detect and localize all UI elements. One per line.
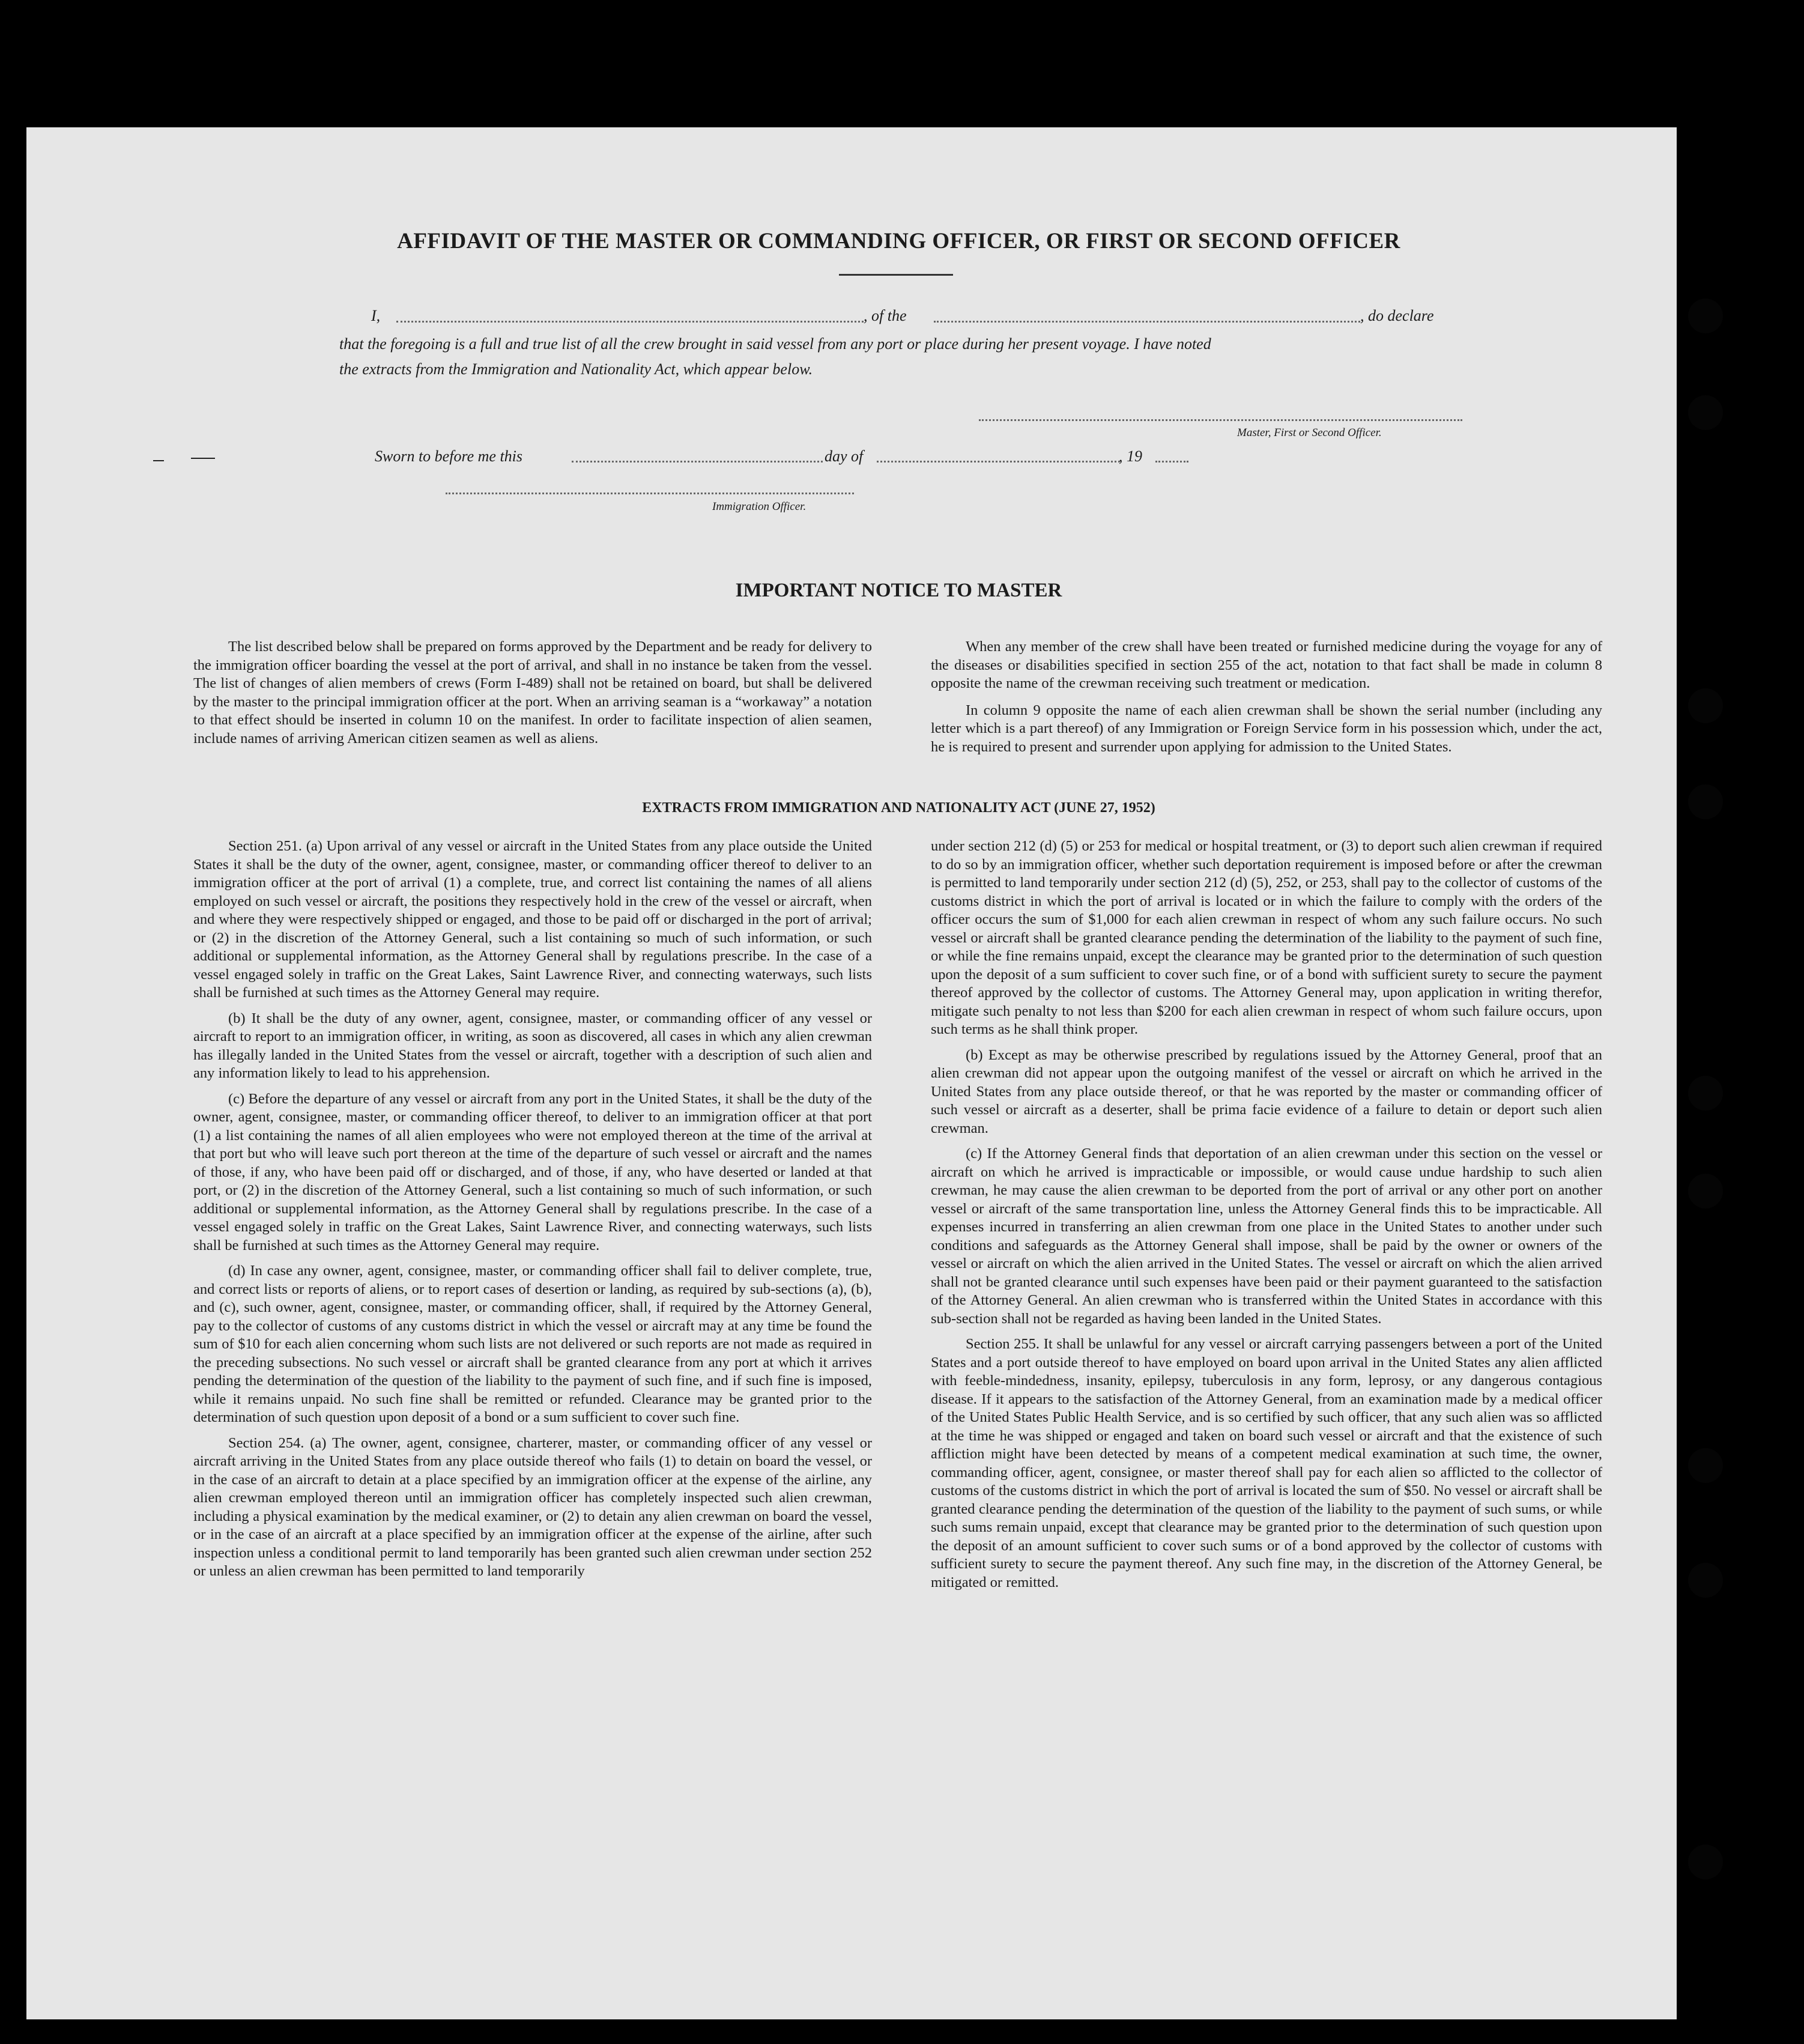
notice-right-column	[931, 638, 1602, 756]
master-signature-line[interactable]	[979, 419, 1462, 421]
extracts-left-column	[193, 837, 872, 1581]
vessel-field[interactable]	[934, 321, 1360, 323]
affidavit-title: AFFIDAVIT OF THE MASTER OR COMMANDING OFFICER, OR FIRST OR SECOND OFFICER	[397, 229, 1400, 253]
notice-title: IMPORTANT NOTICE TO MASTER	[735, 580, 1062, 601]
extract-paragraph: Section 254. (a) The owner, agent, consignee, charterer, master, or commanding officer of any vessel or aircraft arriving in the United States from any place outside thereof who fails (1) to detain on board the vessel, or in the case of an aircraft to detain at a place specified by an immigration officer at the expense of the airline, any alien crewman employed thereon until an immigration officer has completely inspected such alien crewman, including a physical examination by the medical examiner, or (2) to detain any alien crewman on board the vessel, or in the case of an aircraft at a place specified by an immigration officer at the expense of the airline, after such inspection unless a conditional permit to land temporarily has been granted such alien crewman under section 252 or unless an alien crewman has been permitted to land temporarily	[193, 1434, 872, 1579]
notice-paragraph: In column 9 opposite the name of each alien crewman shall be shown the serial number (including any letter which is a part thereof) of any Immigration or Foreign Service form in his possession which, under the act, he is required to present and surrender upon applying for admission to the United States.	[931, 702, 1602, 755]
sworn-year-field[interactable]	[1155, 461, 1188, 462]
punch-hole	[1688, 688, 1723, 723]
punch-hole	[1688, 1076, 1723, 1111]
name-field[interactable]	[396, 321, 864, 323]
title-rule	[839, 274, 953, 276]
notice-paragraph: When any member of the crew shall have been treated or furnished medicine during the voyage for any of the diseases or disabilities specified in section 255 of the act, notation to that fact shall be made in column 8 opposite the name of the crewman receiving such treatment or medication.	[931, 638, 1602, 691]
day-of-label: day of	[825, 447, 864, 465]
notice-paragraph: The list described below shall be prepared on forms approved by the Department and be ready for delivery to the immigration officer boarding the vessel at the port of arrival, and shall in no instance be taken from the vessel. The list of changes of alien members of crews (Form I-489) shall not be retained on board, but shall be delivered by the master to the principal immigration officer at the port. When an arriving seaman is a “workaway” a notation to that effect should be inserted in column 10 on the manifest. In order to facilitate inspection of alien seamen, include names of arriving American citizen seamen as well as aliens.	[193, 638, 872, 747]
extract-paragraph: (b) It shall be the duty of any owner, agent, consignee, master, or commanding officer of any vessel or aircraft to report to an immigration officer, in writing, as soon as discovered, all cases in which any alien crewman has illegally landed in the United States from the vessel or aircraft, together with a description of such alien and any information likely to lead to his apprehension.	[193, 1010, 872, 1081]
declare-suffix: , do declare	[1360, 307, 1434, 324]
punch-hole	[1688, 784, 1723, 819]
sworn-month-field[interactable]	[877, 461, 1120, 462]
punch-hole	[1688, 299, 1723, 333]
extract-paragraph: (c) If the Attorney General finds that deportation of an alien crewman under this section on the vessel or aircraft on which he arrived is impracticable or impossible, or would cause undue hardship to such alien crewman, he may cause the alien crewman to be deported from the port of arrival or any other port on another vessel or aircraft of the same transportation line, unless the Attorney General finds this to be impracticable. All expenses incurred in transferring an alien crewman from one place in the United States to another under such conditions and safeguards as the Attorney General shall impose, shall be paid by the owner or owners of the vessel or aircraft on which the alien arrived in the United States. The vessel or aircraft on which the alien arrived shall not be granted clearance until such expenses have been paid or their payment guaranteed to the satisfaction of the Attorney General. An alien crewman who is transferred within the United States in accordance with this sub-section shall not be regarded as having been landed in the United States.	[931, 1145, 1602, 1327]
extracts-right-column	[931, 837, 1602, 1592]
punch-hole	[1688, 1563, 1723, 1598]
extracts-title: EXTRACTS FROM IMMIGRATION AND NATIONALITY ACT (JUNE 27, 1952)	[642, 800, 1155, 816]
officer-signature-line[interactable]	[446, 493, 854, 494]
punch-hole	[1688, 1448, 1723, 1483]
statement-line-1: that the foregoing is a full and true list of all the crew brought in said vessel from any port or place during her present voyage. I have noted	[339, 335, 1211, 353]
officer-caption: Immigration Officer.	[712, 500, 807, 513]
declare-of-the: , of the	[864, 307, 907, 324]
punch-hole	[1688, 395, 1723, 430]
master-caption: Master, First or Second Officer.	[1237, 426, 1382, 439]
statement-line-2: the extracts from the Immigration and Nationality Act, which appear below.	[339, 360, 813, 378]
notice-left-column	[193, 638, 872, 748]
extract-paragraph: (d) In case any owner, agent, consignee, master, or commanding officer shall fail to deliver complete, true, and correct lists or reports of aliens, or to report cases of desertion or landing, as required by sub-sections (a), (b), and (c), such owner, agent, consignee, master, or commanding officer, shall, if required by the Attorney General, pay to the collector of customs of any customs district in which the vessel or aircraft may at any time be found the sum of $10 for each alien concerning whom such lists are not delivered or such reports are not made as required in the preceding subsections. No such vessel or aircraft shall be granted clearance from any port at which it arrives pending the determination of the question of the liability to the payment of such fine, and if such fine is imposed, while it remains unpaid. No such fine shall be remitted or refunded. Clearance may be granted prior to the determination of such question upon deposit of a bond or a sum sufficient to cover such fine.	[193, 1263, 872, 1425]
declare-prefix: I,	[371, 307, 381, 324]
punch-hole	[1688, 1845, 1723, 1879]
extract-paragraph: (b) Except as may be otherwise prescribed by regulations issued by the Attorney General, proof that an alien crewman did not appear upon the outgoing manifest of the vessel or aircraft on which he arrived in the United States from any place outside thereof, or that he was reported by the master or commanding officer of such vessel or aircraft as a deserter, shall be prima facie evidence of a failure to detain or deport such alien crewman.	[931, 1046, 1602, 1136]
margin-mark	[191, 458, 215, 459]
extract-paragraph: (c) Before the departure of any vessel or aircraft from any port in the United States, it shall be the duty of the owner, agent, consignee, master, or commanding officer thereof, to deliver to an immigration officer at that port (1) a list containing the names of all alien employees who were not employed thereon at the time of the arrival at that port but who will leave such port thereon at the time of the departure of such vessel or aircraft and the names of those, if any, who have been paid off or discharged, and of those, if any, who have deserted or landed at that port, or (2) in the discretion of the Attorney General, such a list containing so much of such information, or such additional or supplemental information, as the Attorney General shall by regulations prescribe. In the case of a vessel engaged solely in traffic on the Great Lakes, Saint Lawrence River, and connecting waterways, such lists shall be furnished at such times as the Attorney General may require.	[193, 1090, 872, 1254]
extract-paragraph: Section 251. (a) Upon arrival of any vessel or aircraft in the United States from any place outside the United States it shall be the duty of the owner, agent, consignee, master, or commanding officer thereof to deliver to an immigration officer at the port of arrival (1) a complete, true, and correct list containing the names of all aliens employed on such vessel or aircraft, the positions they respectively hold in the crew of the vessel or aircraft, when and where they were respectively shipped or engaged, and those to be paid off or discharged in the port of arrival; or (2) in the discretion of the Attorney General, such a list containing so much of such information, or such additional or supplemental information, as the Attorney General shall by regulations prescribe. In the case of a vessel engaged solely in traffic on the Great Lakes, Saint Lawrence River, and connecting waterways, such lists shall be furnished at such times as the Attorney General may require.	[193, 838, 872, 1001]
sworn-day-field[interactable]	[572, 461, 823, 462]
extract-paragraph: under section 212 (d) (5) or 253 for medical or hospital treatment, or (3) to deport such alien crewman if required to do so by an immigration officer, whether such deportation requirement is imposed before or after the crewman is permitted to land temporarily under section 212 (d) (5), 252, or 253, shall pay to the collector of customs of the customs district in which the port of arrival is located or in which the failure to comply with the orders of the officer occurs the sum of $1,000 for each alien crewman in respect of whom any such failure occurs. No such vessel or aircraft shall be granted clearance pending the determination of the liability to the payment of such fine, or while the fine remains unpaid, except the clearance may be granted prior to the determination of such question upon the deposit of a sum sufficient to cover such fine, or of a bond with sufficient surety to secure the payment thereof approved by the collector of customs. The Attorney General may, upon application in writing therefor, mitigate such penalty to not less than $200 for each alien crewman in respect of whom such failure occurs, upon such terms as he shall think proper.	[931, 838, 1602, 1037]
year-prefix: , 19	[1119, 447, 1142, 465]
punch-hole	[1688, 1174, 1723, 1209]
sworn-prefix: Sworn to before me this	[375, 447, 523, 465]
extract-paragraph: Section 255. It shall be unlawful for any vessel or aircraft carrying passengers between a port of the United States and a port outside thereof to have employed on board upon arrival in the United States any alien afflicted with feeble-mindedness, insanity, epilepsy, tuberculosis in any form, leprosy, or any dangerous contagious disease. If it appears to the satisfaction of the Attorney General, from an examination made by a medical officer of the United States Public Health Service, and is so certified by such officer, that any such alien was so afflicted at the time he was shipped or engaged and taken on board such vessel or aircraft and that the existence of such affliction might have been detected by means of a competent medical examination at such time, the owner, commanding officer, agent, consignee, or master thereof shall pay for each alien so afflicted to the collector of customs of the customs district in which the port of arrival is located the sum of $50. No vessel or aircraft shall be granted clearance pending the determination of the question of the liability to the payment of such sums, or while such sums remain unpaid, except that clearance may be granted prior to the determination of such question upon the deposit of an amount sufficient to cover such sums or of a bond approved by the collector of customs with sufficient surety to secure the payment thereof. Any such fine may, in the discretion of the Attorney General, be mitigated or remitted.	[931, 1336, 1602, 1591]
margin-mark	[153, 460, 164, 461]
